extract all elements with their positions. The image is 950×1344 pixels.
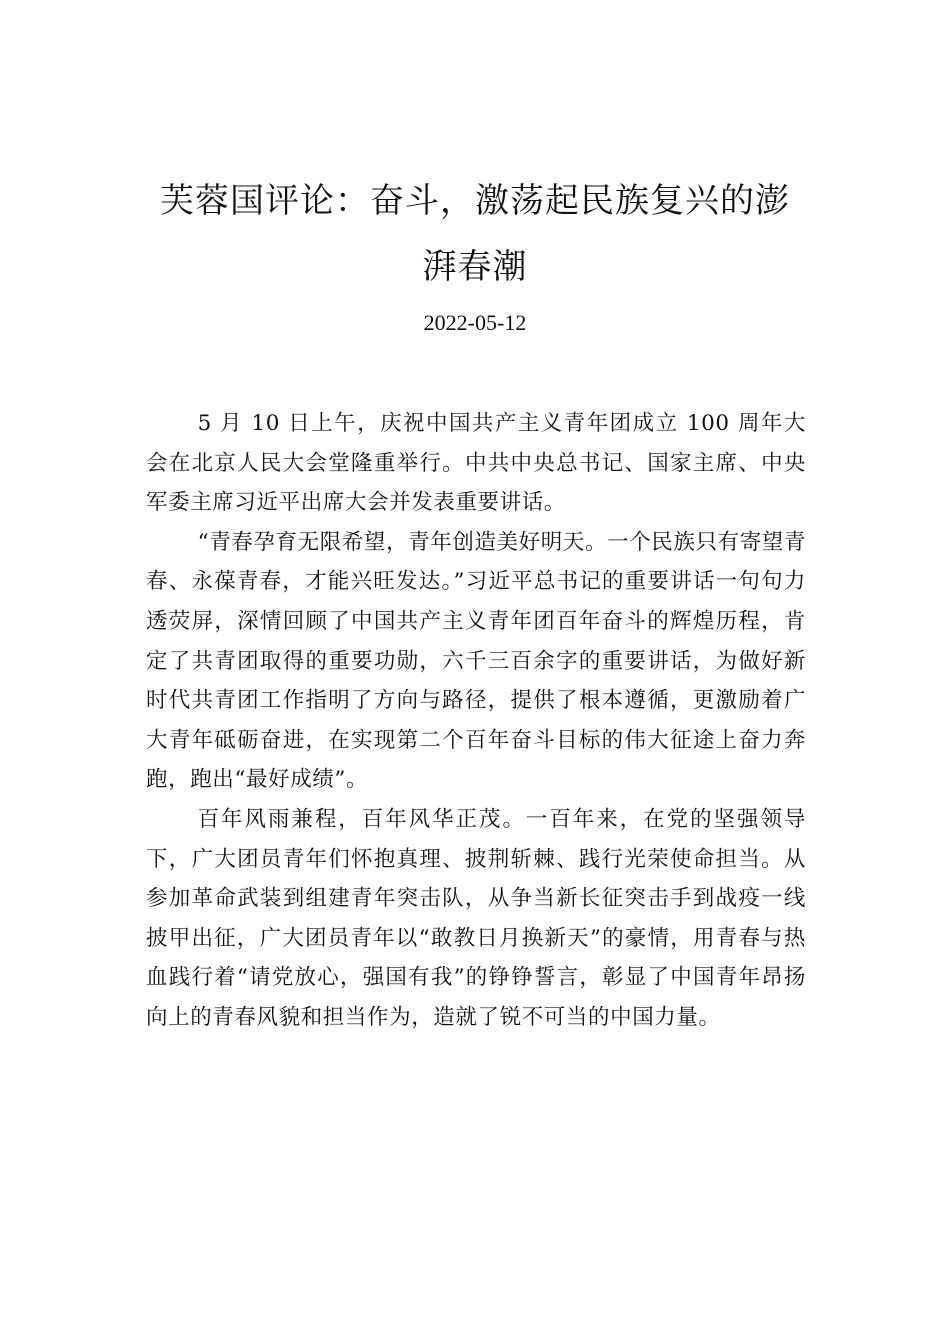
article-title-line-1: 芙蓉国评论：奋斗，激荡起民族复兴的澎 xyxy=(160,181,790,221)
paragraph-3: 百年风雨兼程，百年风华正茂。一百年来，在党的坚强领导下，广大团员青年们怀抱真理、披荆斩棘、践行光荣使命担当。从参加革命武装到组建青年突击队，从争当新长征突击手到战疫一线披甲出征，广大团员青年以“敢教日月换新天”的豪情，用青春与热血践行着“请党放心，强国有我”的铮铮誓言，彰显了中国青年昂扬向上的青春风貌和担当作为，造就了锐不可当的中国力量。 xyxy=(146,806,806,1030)
paragraph-2: “青春孕育无限希望，青年创造美好明天。一个民族只有寄望青春、永葆青春，才能兴旺发达。”习近平总书记的重要讲话一句句力透荧屏，深情回顾了中国共产主义青年团百年奋斗的辉煌历程，肯定了共青团取得的重要功勋，六千三百余字的重要讲话，为做好新时代共青团工作指明了方向与路径，提供了根本遵循，更激励着广大青年砥砺奋进，在实现第二个百年奋斗目标的伟大征途上奋力奔跑，跑出“最好成绩”。 xyxy=(146,529,806,793)
paragraph-1: 5 月 10 日上午，庆祝中国共产主义青年团成立 100 周年大会在北京人民大会堂隆重举行。中共中央总书记、国家主席、中央军委主席习近平出席大会并发表重要讲话。 xyxy=(146,411,806,516)
article-body xyxy=(146,404,806,1038)
article-title xyxy=(140,168,810,300)
publish-date: 2022-05-12 xyxy=(423,310,527,335)
article-title-line-2: 湃春潮 xyxy=(422,247,528,287)
